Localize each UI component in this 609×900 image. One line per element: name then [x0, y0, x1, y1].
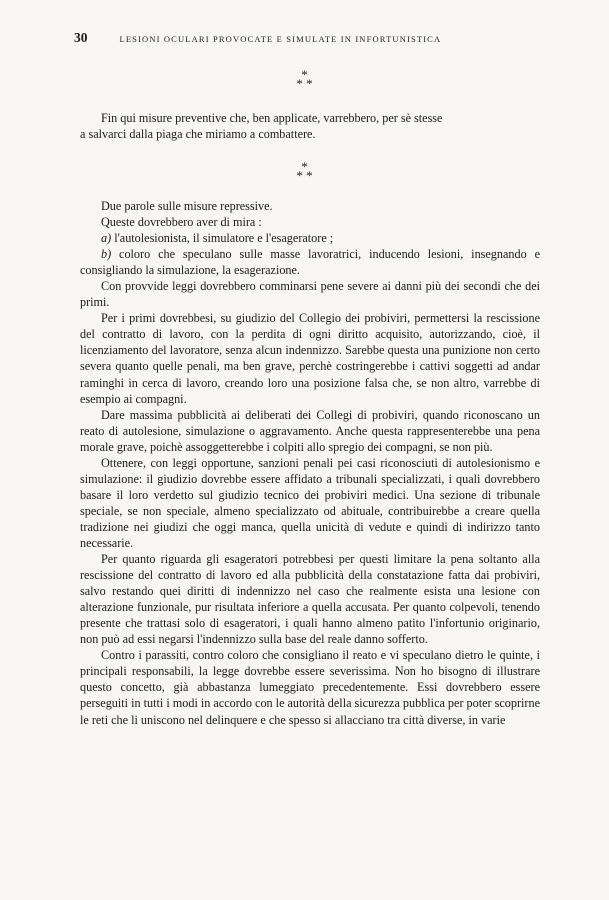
text-line: a salvarci dalla piaga che miriamo a combattere. — [80, 127, 316, 142]
asterism-top-star: * — [301, 67, 308, 82]
text-line: Fin qui misure preventive che, ben applicate, varrebbero, per sè stesse — [101, 111, 443, 125]
page-number: 30 — [74, 30, 88, 45]
body-paragraph: Ottenere, con leggi opportune, sanzioni penali pei casi riconosciuti di autolesionismo e simulazione: il giudizio dovrebbe essere affidato a tribunali specializzati, i quali dovrebbero basare il loro verdetto sul giudizio tecnico dei probiviri medici. Una sezione di tribunale speciale, se non speciale, almeno specializzato od abituale, contribuirebbe a creare quella tradizione nei giudizi che oggi manca, quella unicità di vedute e quindi di indirizzo tanto necessarie. — [80, 455, 540, 550]
body-paragraph: Dare massima pubblicità ai deliberati dei Collegi di probiviri, quando riconoscano un reato di autolesione, simulazione o aggravamento. Anche questa rappresenterebbe una pena morale grave, poichè assoggetterebbe i colpiti allo spregio dei compagni, se non più. — [80, 407, 540, 454]
section-repressive — [80, 198, 540, 728]
body-paragraph: Contro i parassiti, contro coloro che consigliano il reato e vi speculano dietro le quinte, i principali responsabili, la legge dovrebbe essere severissima. Non ho bisogno di illustrare questo concetto, già abbastanza lumeggiato precedentemente. Essi dovrebbero essere perseguiti in tutti i modi in accordo con le autorità della sicurezza pubblica per poter scoprirne le reti che li uniscono nel delinquere e che spesso si allacciano tra città diverse, in varie — [80, 648, 540, 727]
asterism-top-star: * — [301, 159, 308, 174]
asterism-bottom-stars: * * — [296, 76, 313, 91]
page-header — [74, 30, 544, 46]
list-marker: b) — [101, 247, 112, 262]
list-item-a — [80, 230, 540, 246]
body-paragraph: Per i primi dovrebbesi, su giudizio del Collegio dei probiviri, permettersi la rescissione del contratto di lavoro, con la perdita di ogni diritto acquisito, autorizzando, cioè, il licenziamento del lavoratore, senza alcun indennizzo. Sarebbe questa una punizione non certo severa quanto quelle penali, ma ben grave, perchè costringerebbe i cattivi soggetti ad andar raminghi in cerca di lavoro, creando loro una posizione falsa che, se non altro, varrebbe di esempio ai compagni. — [80, 311, 540, 406]
list-item-text: l'autolesionista, il simulatore e l'esageratore ; — [114, 231, 334, 246]
list-item-text: coloro che speculano sulle masse lavoratrici, inducendo lesioni, insegnando e consigliando la simulazione, la esagerazione. — [80, 247, 540, 278]
running-head: LESIONI OCULARI PROVOCATE E SIMULATE IN INFORTUNISTICA — [119, 34, 442, 44]
body-paragraph: Per quanto riguarda gli esageratori potrebbesi per questi limitare la pena soltanto alla rescissione del contratto di lavoro ed alla pubblicità della constatazione fatta dai probiviri, salvo restando quei diritti di indennizzo nel caso che realmente esista una lesione con alterazione funzionale, pur risultata inferiore a quella accusata. Per quanto colpevoli, tenendo presente che trattasi solo di esageratori, i quali hanno almeno patito l'infortunio originario, non può ad essi negarsi l'indennizzo sulla base del reale danno sofferto. — [80, 552, 540, 647]
section-preventive — [80, 110, 540, 142]
list-item-b — [80, 246, 540, 278]
list-marker: a) — [101, 231, 112, 246]
asterism-1 — [0, 67, 609, 91]
aim-paragraph: Queste dovrebbero aver di mira : — [101, 215, 262, 230]
intro-paragraph: Due parole sulle misure repressive. — [101, 199, 273, 213]
body-paragraph: Con provvide leggi dovrebbero comminarsi pene severe ai danni più dei secondi che dei primi. — [80, 279, 540, 310]
asterism-bottom-stars: * * — [296, 168, 313, 183]
asterism-2 — [0, 159, 609, 183]
